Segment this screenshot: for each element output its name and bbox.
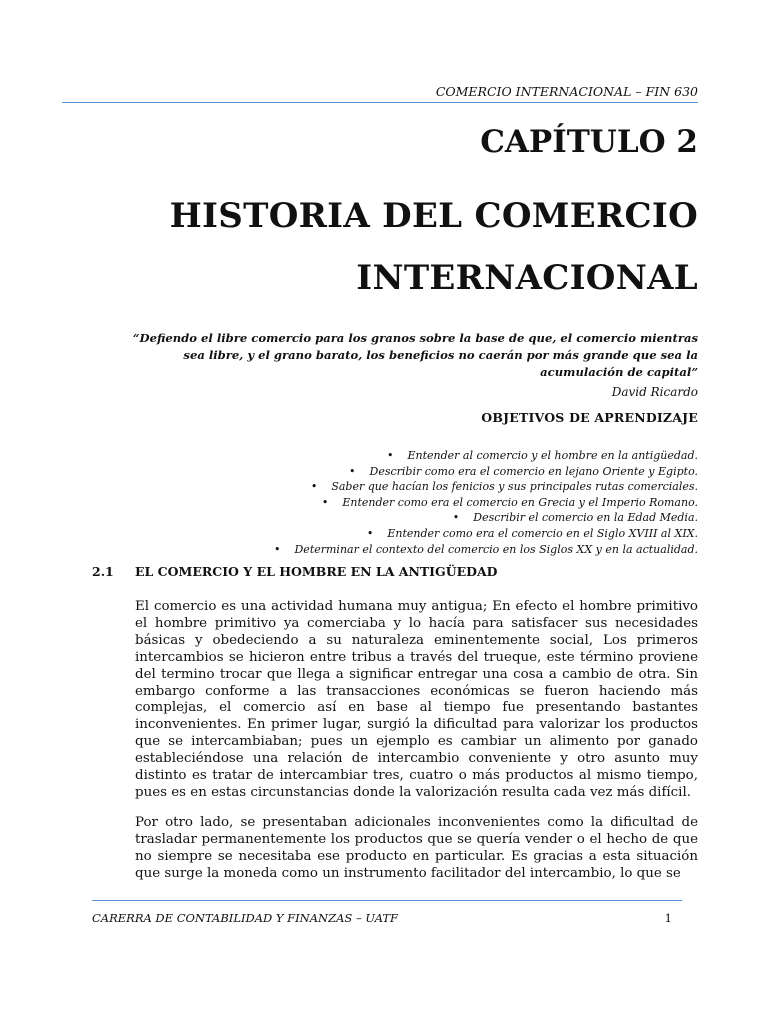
bullet-icon: • [387,449,394,462]
bullet-icon: • [366,526,374,540]
footer-rule [92,900,682,901]
objectives-heading: OBJETIVOS DE APRENDIZAJE [481,410,698,425]
bullet-icon: • [349,464,356,478]
page-number: 1 [664,911,672,925]
list-item: • Determinar el contexto del comercio en los Siglos XX y en la actualidad. [273,542,698,556]
bullet-icon: • [273,542,281,556]
objectives-list [274,448,698,557]
list-item: • Entender al comercio y el hombre en la antigüedad. [387,449,698,462]
header-rule [62,102,698,103]
body-paragraph-2: Por otro lado, se presentaban adicionales inconvenientes como la dificultad de trasladar permanentemente los productos que se quería vender o el hecho de que no siempre se necesitaba ese producto en particular. Es gracias a esta situación que surge la moneda como un instrumento facilitador del intercambio, lo que se [135,815,698,881]
section-title: EL COMERCIO Y EL HOMBRE EN LA ANTIGÜEDAD [135,564,498,579]
running-footer: CARERRA DE CONTABILIDAD Y FINANZAS – UATF [92,911,399,925]
list-item: • Saber que hacían los fenicios y sus principales rutas comerciales. [310,480,698,494]
list-item: • Entender como era el comercio en Grecia y el Imperio Romano. [321,495,698,509]
list-item: • Describir como era el comercio en lejano Oriente y Egipto. [349,464,698,478]
section-number: 2.1 [92,564,114,579]
chapter-label: CAPÍTULO 2 [480,124,698,160]
list-item: • Entender como era el comercio en el Siglo XVIII al XIX. [366,526,698,540]
bullet-icon: • [321,495,329,509]
bullet-icon: • [310,480,318,494]
running-header: COMERCIO INTERNACIONAL – FIN 630 [435,84,698,99]
bullet-icon: • [452,511,460,525]
body-paragraph-1: El comercio es una actividad humana muy antigua; En efecto el hombre primitivo el hombre primitivo ya comerciaba y lo hacía para satisfacer sus necesidades básicas y obedeciendo a su naturaleza eminentemente social, Los primeros intercambios se hicieron entre tribus a través del trueque, este término proviene del termino trocar que llega a significar entregar una cosa a cambio de otra. Sin embargo conforme a las transacciones económicas se fueron haciendo más complejas, el comercio así en base al tiempo fue presentando bastantes inconvenientes. En primer lugar, surgió la dificultad para valorizar los productos que se intercambiaban; pues un ejemplo es cambiar un alimento por ganado estableciéndose una relación de intercambio conveniente y otro asunto muy distinto es tratar de intercambiar tres, cuatro o más productos al mismo tiempo, pues es en estas circunstancias donde la valorización resulta cada vez más difícil. [135,599,698,800]
epigraph-author: David Ricardo [611,385,698,399]
chapter-title-line-1: HISTORIA DEL COMERCIO [169,196,698,236]
chapter-title-line-2: INTERNACIONAL [356,258,698,298]
epigraph-quote: “Defiendo el libre comercio para los granos sobre la base de que, el comercio mientras sea libre, y el grano barato, los beneficios no caerán por más grande que sea la acumulación de capital” [132,331,698,379]
list-item: • Describir el comercio en la Edad Media. [452,511,698,525]
